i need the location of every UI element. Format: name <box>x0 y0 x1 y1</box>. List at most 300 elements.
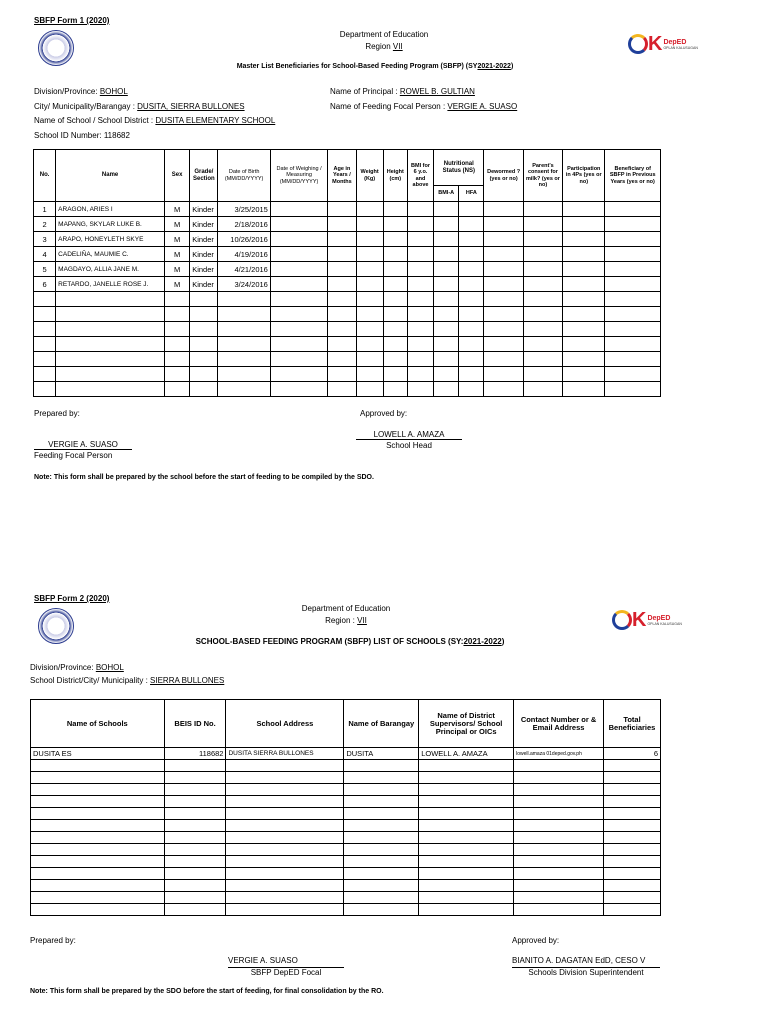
th2-address: School Address <box>226 700 344 748</box>
cell-empty <box>419 904 514 916</box>
table-row <box>31 904 661 916</box>
cell-dob: 4/19/2016 <box>218 247 270 262</box>
cell-empty <box>419 772 514 784</box>
cell-empty <box>383 277 407 292</box>
cell-empty <box>31 844 165 856</box>
cell-empty <box>523 217 562 232</box>
cell-empty <box>164 760 226 772</box>
cell-empty <box>523 292 562 307</box>
th2-contact: Contact Number or & Email Address <box>514 700 604 748</box>
cell-empty <box>383 307 407 322</box>
cell-empty <box>165 367 190 382</box>
table-row <box>31 880 661 892</box>
cell-empty <box>344 808 419 820</box>
cell-empty <box>56 322 165 337</box>
cell-empty <box>605 277 661 292</box>
cell-empty <box>226 808 344 820</box>
cell-empty <box>484 232 523 247</box>
cell-empty <box>165 307 190 322</box>
th-no: No. <box>34 150 56 202</box>
table-row <box>31 748 661 760</box>
cell-empty <box>434 307 459 322</box>
cell-empty <box>31 760 165 772</box>
cell-empty <box>356 382 383 397</box>
cell-empty <box>514 856 604 868</box>
cell-dob: 10/26/2016 <box>218 232 270 247</box>
deped-seal-icon <box>38 30 74 66</box>
cell-empty <box>434 262 459 277</box>
th-height: Height (cm) <box>383 150 407 202</box>
table-row <box>34 322 661 337</box>
cell-empty <box>459 232 484 247</box>
cell-sex: M <box>165 232 190 247</box>
cell-empty <box>603 772 660 784</box>
cell-empty <box>328 277 356 292</box>
cell-empty <box>383 352 407 367</box>
cell-empty <box>344 868 419 880</box>
cell-empty <box>407 352 433 367</box>
cell-empty <box>164 820 226 832</box>
cell-empty <box>563 202 605 217</box>
cell-name: CADELIÑA, MAUMIE C. <box>56 247 165 262</box>
cell-empty <box>383 202 407 217</box>
cell-empty <box>514 772 604 784</box>
cell2-name: DUSITA ES <box>31 748 165 760</box>
cell-empty <box>459 217 484 232</box>
cell-empty <box>164 796 226 808</box>
table-row <box>31 856 661 868</box>
th-name: Name <box>56 150 165 202</box>
cell-empty <box>226 820 344 832</box>
cell-empty <box>270 382 327 397</box>
cell-empty <box>434 277 459 292</box>
cell-empty <box>31 796 165 808</box>
cell-dob: 4/21/2016 <box>218 262 270 277</box>
table-row <box>31 832 661 844</box>
th-bmi: BMI for 6 y.o. and above <box>407 150 433 202</box>
cell-empty <box>523 202 562 217</box>
cell-empty <box>31 832 165 844</box>
th2-beis: BEIS ID No. <box>164 700 226 748</box>
cell-empty <box>563 337 605 352</box>
cell-empty <box>603 796 660 808</box>
cell-empty <box>563 307 605 322</box>
th-prev: Beneficiary of SBFP in Previous Years (yes or no) <box>605 150 661 202</box>
cell-empty <box>270 337 327 352</box>
cell-empty <box>328 382 356 397</box>
cell-empty <box>165 382 190 397</box>
cell-empty <box>419 856 514 868</box>
cell-empty <box>563 247 605 262</box>
form2-division: Division/Province: BOHOL <box>30 663 124 672</box>
cell-empty <box>165 322 190 337</box>
cell-dob: 3/24/2016 <box>218 277 270 292</box>
cell-empty <box>419 820 514 832</box>
cell-empty <box>603 808 660 820</box>
cell-empty <box>383 247 407 262</box>
cell-empty <box>434 247 459 262</box>
cell-empty <box>226 880 344 892</box>
cell-empty <box>434 217 459 232</box>
cell-name: MAPANG, SKYLAR LUKE B. <box>56 217 165 232</box>
cell-empty <box>344 892 419 904</box>
cell-no: 1 <box>34 202 56 217</box>
cell-empty <box>603 892 660 904</box>
cell-empty <box>356 247 383 262</box>
oplan-tagline-2: OPLAN KALUSUGAN <box>647 621 682 626</box>
cell-empty <box>603 856 660 868</box>
cell-empty <box>407 382 433 397</box>
cell-empty <box>328 337 356 352</box>
cell-empty <box>356 322 383 337</box>
cell-empty <box>605 352 661 367</box>
cell-empty <box>31 856 165 868</box>
form1-school-id: School ID Number: 118682 <box>34 131 130 140</box>
cell-empty <box>383 382 407 397</box>
cell-empty <box>419 784 514 796</box>
cell2-contact: lowell.amaza 01deped.gov.ph <box>514 748 604 760</box>
cell-empty <box>603 844 660 856</box>
cell-empty <box>605 322 661 337</box>
cell-empty <box>218 337 270 352</box>
cell-empty <box>514 832 604 844</box>
cell-empty <box>164 892 226 904</box>
cell-name: MAGDAYO, ALLIA JANE M. <box>56 262 165 277</box>
cell-empty <box>164 844 226 856</box>
th2-supervisor: Name of District Supervisors/ School Principal or OICs <box>419 700 514 748</box>
form2-note: Note: This form shall be prepared by the SDO before the start of feeding, for final consolidation by the RO. <box>30 988 384 995</box>
cell-empty <box>563 232 605 247</box>
cell-empty <box>190 307 218 322</box>
cell-empty <box>419 868 514 880</box>
form1-table <box>33 149 661 397</box>
form1-city: City/ Municipality/Barangay : DUSITA, SIERRA BULLONES <box>34 102 245 111</box>
oplan-tagline: OPLAN KALUSUGAN <box>663 45 698 50</box>
cell-empty <box>523 307 562 322</box>
cell-sex: M <box>165 217 190 232</box>
cell-no: 3 <box>34 232 56 247</box>
cell-empty <box>356 202 383 217</box>
cell-empty <box>459 292 484 307</box>
cell-empty <box>226 796 344 808</box>
cell-empty <box>419 892 514 904</box>
cell-empty <box>514 796 604 808</box>
cell-empty <box>34 337 56 352</box>
deped-brand: DepED <box>663 38 687 46</box>
cell-empty <box>344 880 419 892</box>
form2-dept: Department of Education <box>301 604 391 613</box>
cell-empty <box>459 352 484 367</box>
cell-empty <box>328 367 356 382</box>
table-row <box>34 232 661 247</box>
th2-barangay: Name of Barangay <box>344 700 419 748</box>
cell-empty <box>164 880 226 892</box>
cell-empty <box>270 277 327 292</box>
th-4ps: Participation in 4Ps (yes or no) <box>563 150 605 202</box>
table-row <box>31 784 661 796</box>
cell-empty <box>605 382 661 397</box>
table-row <box>34 367 661 382</box>
cell-empty <box>31 892 165 904</box>
cell-empty <box>34 382 56 397</box>
cell-empty <box>407 247 433 262</box>
cell-name: ARAPO, HONEYLETH SKYE <box>56 232 165 247</box>
cell-empty <box>270 367 327 382</box>
cell-empty <box>434 367 459 382</box>
cell-empty <box>31 808 165 820</box>
cell2-supervisor: LOWELL A. AMAZA <box>419 748 514 760</box>
cell-empty <box>356 277 383 292</box>
cell-empty <box>328 292 356 307</box>
cell-empty <box>419 808 514 820</box>
cell-empty <box>31 904 165 916</box>
cell-empty <box>563 262 605 277</box>
cell-empty <box>270 322 327 337</box>
cell-sex: M <box>165 277 190 292</box>
form2-table-body <box>31 748 661 916</box>
cell-empty <box>603 904 660 916</box>
th2-total: Total Beneficiaries <box>603 700 660 748</box>
cell-empty <box>226 784 344 796</box>
table-row <box>34 307 661 322</box>
cell-empty <box>523 382 562 397</box>
cell-empty <box>407 277 433 292</box>
cell-empty <box>328 217 356 232</box>
cell-empty <box>407 202 433 217</box>
cell-empty <box>484 352 523 367</box>
cell-empty <box>484 262 523 277</box>
table-row <box>31 772 661 784</box>
cell-empty <box>328 247 356 262</box>
cell-empty <box>56 292 165 307</box>
table-row <box>34 277 661 292</box>
cell-empty <box>190 322 218 337</box>
cell-empty <box>407 322 433 337</box>
cell-empty <box>56 382 165 397</box>
cell-empty <box>270 202 327 217</box>
form2-prepared-by: Prepared by: <box>30 936 76 945</box>
ok-circle-icon <box>628 34 648 54</box>
cell-empty <box>34 307 56 322</box>
cell-empty <box>603 880 660 892</box>
cell-empty <box>514 880 604 892</box>
th-hfa: HFA <box>459 186 484 202</box>
cell-empty <box>484 367 523 382</box>
th-dob: Date of Birth (MM/DD/YYYY) <box>218 150 270 202</box>
th-ns: Nutritional Status (NS) <box>434 150 484 186</box>
th-consent: Parent's consent for milk? (yes or no) <box>523 150 562 202</box>
table-row <box>34 202 661 217</box>
cell-empty <box>523 337 562 352</box>
cell2-beis: 118682 <box>164 748 226 760</box>
cell-empty <box>523 277 562 292</box>
cell-empty <box>563 322 605 337</box>
cell-empty <box>356 352 383 367</box>
cell-empty <box>218 382 270 397</box>
cell-empty <box>605 202 661 217</box>
table-row <box>31 820 661 832</box>
cell-empty <box>164 832 226 844</box>
cell-empty <box>603 820 660 832</box>
cell-grade: Kinder <box>190 217 218 232</box>
cell-empty <box>383 232 407 247</box>
cell-empty <box>605 307 661 322</box>
form2-preparer-name: VERGIE A. SUASO <box>228 956 298 965</box>
table-row <box>31 760 661 772</box>
cell-empty <box>164 784 226 796</box>
th-dewormed: Dewormed ? (yes or no) <box>484 150 523 202</box>
cell-empty <box>34 292 56 307</box>
cell-empty <box>383 292 407 307</box>
cell-empty <box>270 232 327 247</box>
cell-empty <box>484 277 523 292</box>
cell2-barangay: DUSITA <box>344 748 419 760</box>
cell-empty <box>459 202 484 217</box>
table-row <box>34 247 661 262</box>
cell-empty <box>605 232 661 247</box>
cell-empty <box>56 337 165 352</box>
form1-school: Name of School / School District : DUSITA ELEMENTARY SCHOOL <box>34 116 276 125</box>
cell-empty <box>56 307 165 322</box>
cell-grade: Kinder <box>190 277 218 292</box>
cell-empty <box>356 292 383 307</box>
cell-empty <box>514 820 604 832</box>
cell-empty <box>31 772 165 784</box>
th-sex: Sex <box>165 150 190 202</box>
ok-letter-2: K <box>632 609 647 631</box>
cell2-total: 6 <box>603 748 660 760</box>
cell-empty <box>484 217 523 232</box>
form1-preparer-name: VERGIE A. SUASO <box>34 440 132 450</box>
cell-dob: 3/25/2015 <box>218 202 270 217</box>
cell-empty <box>407 367 433 382</box>
form1-table-body <box>34 202 661 397</box>
table-row <box>34 337 661 352</box>
cell-empty <box>270 352 327 367</box>
form2-label: SBFP Form 2 (2020) <box>34 594 110 603</box>
cell2-address: DUSITA SIERRA BULLONES <box>226 748 344 760</box>
cell-empty <box>270 262 327 277</box>
cell-empty <box>523 352 562 367</box>
deped-brand-2: DepED <box>647 614 671 622</box>
form2-approver-role: Schools Division Superintendent <box>512 967 660 977</box>
cell-empty <box>459 307 484 322</box>
table-row <box>31 892 661 904</box>
cell-empty <box>328 322 356 337</box>
cell-no: 5 <box>34 262 56 277</box>
form1-prepared-by: Prepared by: <box>34 409 80 418</box>
cell-empty <box>514 904 604 916</box>
th-weight: Weight (Kg) <box>356 150 383 202</box>
cell-empty <box>328 352 356 367</box>
cell-empty <box>218 367 270 382</box>
form1-preparer-role: Feeding Focal Person <box>34 451 113 460</box>
form1-division: Division/Province: BOHOL <box>34 87 128 96</box>
cell-empty <box>164 808 226 820</box>
th-dow: Date of Weighing / Measuring (MM/DD/YYYY) <box>270 150 327 202</box>
form1-focal: Name of Feeding Focal Person : VERGIE A. SUASO <box>330 102 518 111</box>
cell-empty <box>344 844 419 856</box>
cell-empty <box>419 760 514 772</box>
cell-empty <box>356 217 383 232</box>
form1-dept: Department of Education <box>339 30 429 39</box>
th2-name: Name of Schools <box>31 700 165 748</box>
cell-empty <box>34 352 56 367</box>
cell-empty <box>605 367 661 382</box>
cell-empty <box>164 904 226 916</box>
cell-empty <box>523 262 562 277</box>
cell-empty <box>328 202 356 217</box>
cell-no: 2 <box>34 217 56 232</box>
cell-empty <box>605 247 661 262</box>
cell-empty <box>603 760 660 772</box>
cell-empty <box>383 217 407 232</box>
cell-sex: M <box>165 247 190 262</box>
cell-name: ARAGON, ARIES I <box>56 202 165 217</box>
cell-empty <box>514 868 604 880</box>
cell-empty <box>484 382 523 397</box>
cell-grade: Kinder <box>190 202 218 217</box>
cell-empty <box>523 247 562 262</box>
cell-empty <box>419 844 514 856</box>
cell-empty <box>356 337 383 352</box>
cell-empty <box>459 262 484 277</box>
cell-empty <box>459 337 484 352</box>
cell-empty <box>514 808 604 820</box>
cell-empty <box>484 247 523 262</box>
cell-sex: M <box>165 262 190 277</box>
cell-grade: Kinder <box>190 232 218 247</box>
cell-empty <box>419 796 514 808</box>
th-bmia: BMI-A <box>434 186 459 202</box>
table-row <box>31 844 661 856</box>
cell-empty <box>165 352 190 367</box>
cell-empty <box>165 337 190 352</box>
cell-empty <box>344 856 419 868</box>
cell-empty <box>31 784 165 796</box>
cell-empty <box>356 232 383 247</box>
cell-empty <box>484 322 523 337</box>
cell-empty <box>190 367 218 382</box>
cell-dob: 2/18/2016 <box>218 217 270 232</box>
cell-empty <box>226 868 344 880</box>
cell-empty <box>356 367 383 382</box>
form2-preparer-role: SBFP DepED Focal <box>228 967 344 977</box>
table-row <box>34 292 661 307</box>
cell-empty <box>434 337 459 352</box>
cell-empty <box>563 367 605 382</box>
cell-empty <box>218 292 270 307</box>
cell-empty <box>328 262 356 277</box>
table-row <box>34 262 661 277</box>
cell-empty <box>344 760 419 772</box>
cell-name: RETARDO, JANELLE ROSE J. <box>56 277 165 292</box>
cell-empty <box>563 292 605 307</box>
form1-note: Note: This form shall be prepared by the school before the start of feeding to be compiled by the SDO. <box>34 474 374 481</box>
cell-empty <box>603 784 660 796</box>
cell-empty <box>514 784 604 796</box>
cell-empty <box>514 844 604 856</box>
form2-approver-name: BIANITO A. DAGATAN EdD, CESO V <box>512 956 646 965</box>
cell-empty <box>563 277 605 292</box>
deped-ok-logo-2 <box>612 610 682 630</box>
cell-empty <box>226 760 344 772</box>
cell-empty <box>218 307 270 322</box>
cell-empty <box>434 292 459 307</box>
cell-empty <box>603 832 660 844</box>
cell-empty <box>344 784 419 796</box>
cell-empty <box>34 322 56 337</box>
